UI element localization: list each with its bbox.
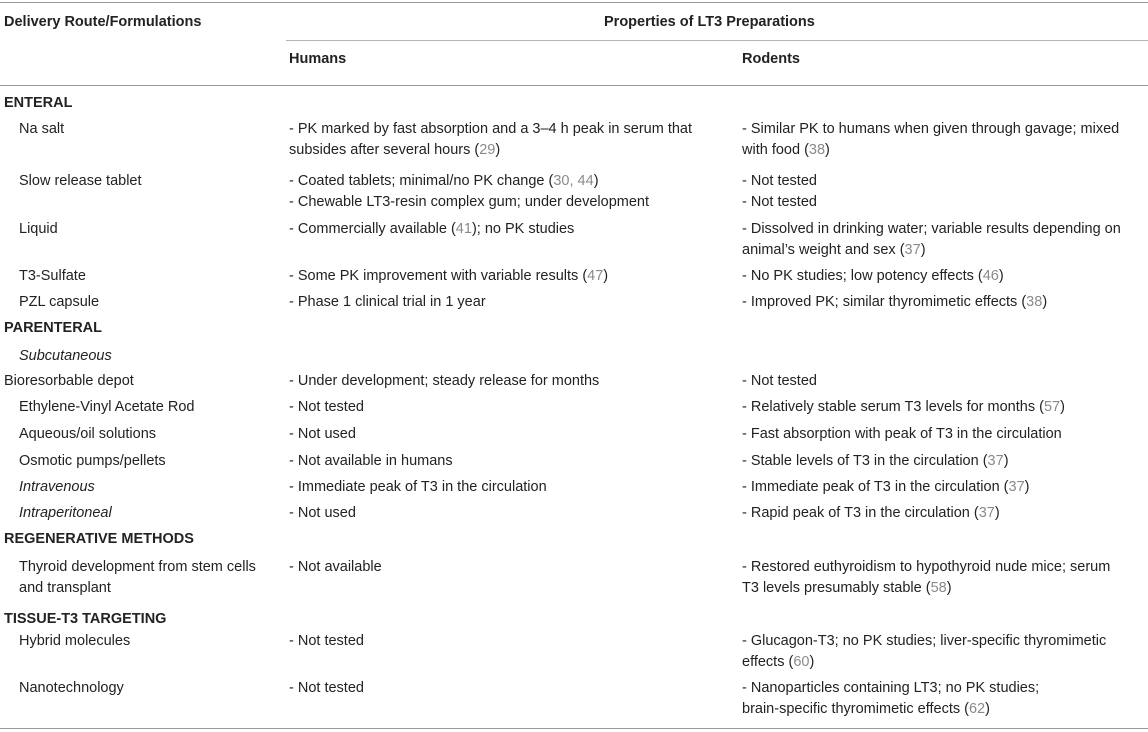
rodents-cell (742, 503, 1146, 524)
rodents-cell (742, 171, 1146, 213)
cell-line: - Not tested (289, 399, 364, 415)
humans-cell (289, 292, 729, 313)
rodents-cell (742, 451, 1146, 472)
cell-line: - Not available in humans (289, 453, 453, 469)
cell-line: - Not tested (289, 680, 364, 696)
route-label: Liquid (19, 221, 58, 237)
cell-line: - Not used (289, 426, 356, 442)
humans-cell (289, 424, 729, 445)
cell-line: - Similar PK to humans when given through gavage; mixed (742, 121, 1120, 137)
humans-cell (289, 631, 729, 652)
cell-line: - Immediate peak of T3 in the circulation (37) (742, 479, 1030, 495)
rodents-cell (742, 678, 1146, 720)
cell-line: - Under development; steady release for months (289, 373, 600, 389)
rodents-cell (742, 266, 1146, 287)
route-label: Ethylene-Vinyl Acetate Rod (19, 399, 195, 415)
cell-line: - Stable levels of T3 in the circulation (37) (742, 453, 1009, 469)
route-label: Osmotic pumps/pellets (19, 453, 166, 469)
section-label: PARENTERAL (4, 320, 103, 336)
cell-line: - Dissolved in drinking water; variable results depending on (742, 221, 1121, 237)
cell-line: subsides after several hours (29) (289, 142, 501, 158)
humans-cell (289, 171, 729, 213)
cell-line: - Not tested (742, 173, 817, 189)
cell-line: - Commercially available (41); no PK studies (289, 221, 575, 237)
table-bottom-rule (0, 728, 1148, 729)
cell-line: - Improved PK; similar thyromimetic effects (38) (742, 294, 1048, 310)
header-spanner-rule (286, 40, 1148, 41)
cell-line: - Not tested (289, 633, 364, 649)
cell-line: - No PK studies; low potency effects (46) (742, 268, 1004, 284)
route-label: Nanotechnology (19, 680, 124, 696)
cell-line: - Not available (289, 559, 382, 575)
humans-cell (289, 678, 729, 699)
cell-line: animal’s weight and sex (37) (742, 242, 926, 258)
route-label: PZL capsule (19, 294, 100, 310)
cell-line: with food (38) (742, 142, 830, 158)
cell-line: - Nanoparticles containing LT3; no PK studies; (742, 680, 1040, 696)
cell-line: - Chewable LT3-resin complex gum; under development (289, 194, 649, 210)
header-delivery-route: Delivery Route/Formulations (4, 14, 202, 30)
cell-line: - Rapid peak of T3 in the circulation (37) (742, 505, 1000, 521)
cell-line: brain-specific thyromimetic effects (62) (742, 701, 990, 717)
rodents-cell (742, 424, 1146, 445)
cell-line: effects (60) (742, 654, 815, 670)
cell-line: - Not tested (742, 373, 817, 389)
humans-cell (289, 503, 729, 524)
route-label: Slow release tablet (19, 173, 142, 189)
route-label: Intravenous (19, 479, 95, 495)
header-rodents: Rodents (742, 51, 800, 67)
route-label: Aqueous/oil solutions (19, 426, 157, 442)
rodents-cell (742, 477, 1146, 498)
section-label: REGENERATIVE METHODS (4, 531, 194, 547)
rodents-cell (742, 557, 1146, 599)
humans-cell (289, 119, 729, 161)
section-label: ENTERAL (4, 95, 73, 111)
cell-line: - Phase 1 clinical trial in 1 year (289, 294, 486, 310)
cell-line: - Fast absorption with peak of T3 in the circulation (742, 426, 1062, 442)
header-properties: Properties of LT3 Preparations (604, 14, 815, 30)
cell-line: - Glucagon-T3; no PK studies; liver-specific thyromimetic (742, 633, 1107, 649)
cell-line: - Immediate peak of T3 in the circulation (289, 479, 547, 495)
cell-line: T3 levels presumably stable (58) (742, 580, 952, 596)
humans-cell (289, 371, 729, 392)
rodents-cell (742, 371, 1146, 392)
rodents-cell (742, 119, 1146, 161)
cell-line: - Relatively stable serum T3 levels for months (57) (742, 399, 1065, 415)
route-label: Na salt (19, 121, 65, 137)
header-humans: Humans (289, 51, 347, 67)
humans-cell (289, 451, 729, 472)
rodents-cell (742, 397, 1146, 418)
humans-cell (289, 557, 729, 578)
cell-line: - Coated tablets; minimal/no PK change (30, 44) (289, 173, 599, 189)
header-bottom-rule (0, 85, 1148, 86)
section-label: TISSUE-T3 TARGETING (4, 611, 167, 627)
route-label: Subcutaneous (19, 348, 112, 364)
rodents-cell (742, 219, 1146, 261)
cell-line: - PK marked by fast absorption and a 3–4 h peak in serum that (289, 121, 693, 137)
route-label: Thyroid development from stem cells and transplant (19, 559, 256, 596)
route-label: Bioresorbable depot (4, 373, 134, 389)
cell-line: - Not tested (742, 194, 817, 210)
table-top-rule (0, 2, 1148, 3)
route-label: Intraperitoneal (19, 505, 112, 521)
cell-line: - Not used (289, 505, 356, 521)
humans-cell (289, 266, 729, 287)
cell-line: - Restored euthyroidism to hypothyroid nude mice; serum (742, 559, 1111, 575)
cell-line: - Some PK improvement with variable results (47) (289, 268, 609, 284)
rodents-cell (742, 631, 1146, 673)
route-label: T3-Sulfate (19, 268, 86, 284)
rodents-cell (742, 292, 1146, 313)
humans-cell (289, 219, 729, 240)
route-label: Hybrid molecules (19, 633, 131, 649)
humans-cell (289, 397, 729, 418)
humans-cell (289, 477, 729, 498)
